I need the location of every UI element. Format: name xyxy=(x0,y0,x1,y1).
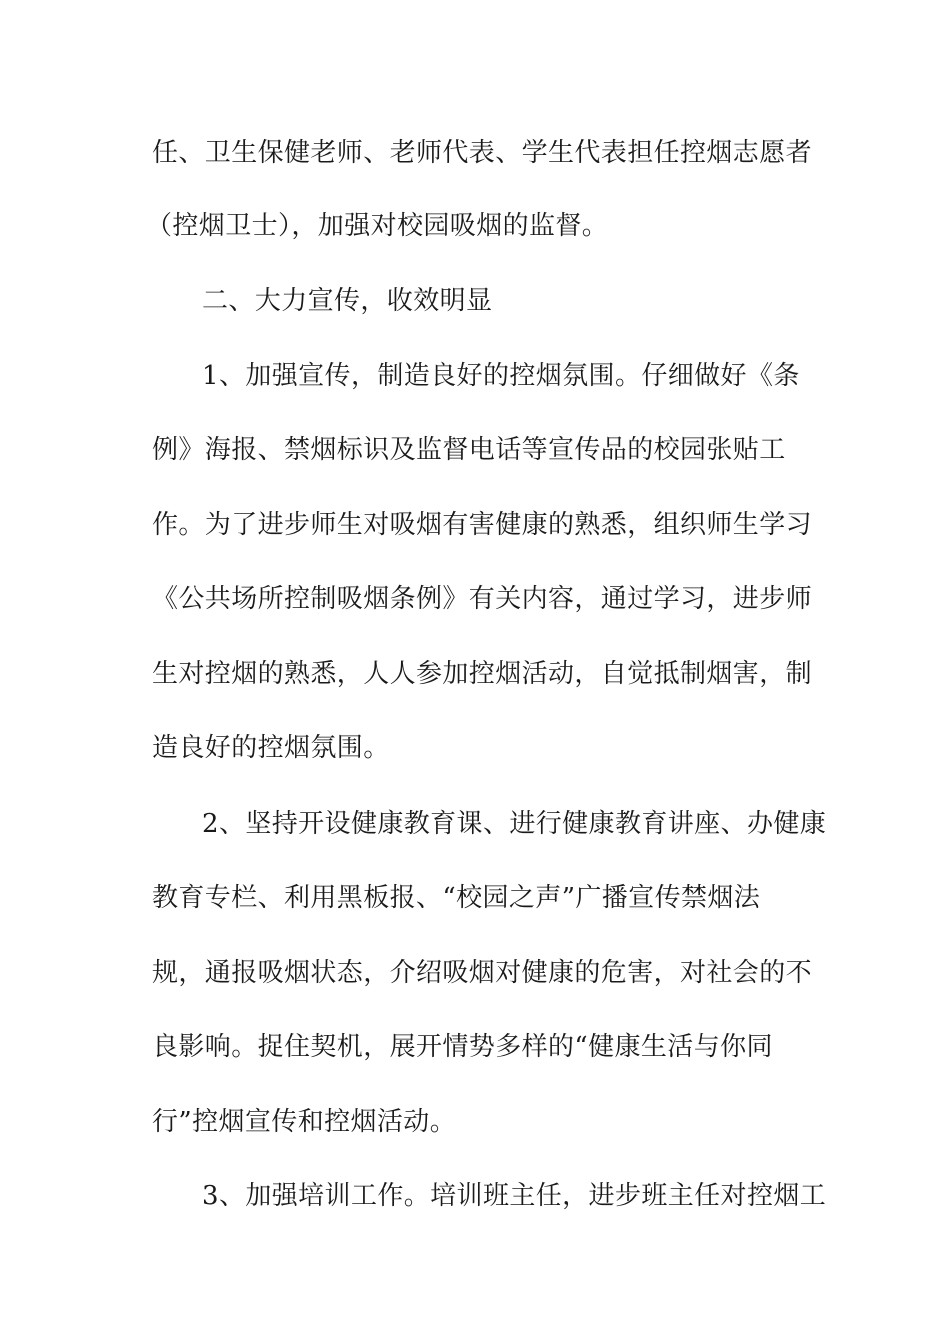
paragraph-line: 生对控烟的熟悉，人人参加控烟活动，自觉抵制烟害，制 xyxy=(152,659,813,689)
paragraph-line: 规，通报吸烟状态，介绍吸烟对健康的危害，对社会的不 xyxy=(152,958,813,988)
paragraph-line: （控烟卫士），加强对校园吸烟的监督。 xyxy=(146,211,609,241)
paragraph-line: 作。为了进步师生对吸烟有害健康的熟悉，组织师生学习 xyxy=(152,510,813,540)
paragraph-line: 行”控烟宣传和控烟活动。 xyxy=(152,1107,457,1137)
paragraph-line: 教育专栏、利用黑板报、“校园之声”广播宣传禁烟法 xyxy=(152,883,761,913)
paragraph-line: 良影响。捉住契机，展开情势多样的“健康生活与你同 xyxy=(152,1032,773,1062)
paragraph-line: 造良好的控烟氛围。 xyxy=(152,733,390,763)
paragraph-line: 3、加强培训工作。培训班主任，进步班主任对控烟工 xyxy=(202,1181,827,1211)
section-heading: 二、大力宣传，收效明显 xyxy=(202,286,493,316)
paragraph-line: 《公共场所控制吸烟条例》有关内容，通过学习，进步师 xyxy=(152,584,813,614)
paragraph-line: 2、坚持开设健康教育课、进行健康教育讲座、办健康 xyxy=(202,809,827,839)
paragraph-line: 1、加强宣传，制造良好的控烟氛围。仔细做好《条 xyxy=(202,361,800,391)
paragraph-line: 例》海报、禁烟标识及监督电话等宣传品的校园张贴工 xyxy=(152,435,786,465)
paragraph-line: 任、卫生保健老师、老师代表、学生代表担任控烟志愿者 xyxy=(152,138,813,168)
